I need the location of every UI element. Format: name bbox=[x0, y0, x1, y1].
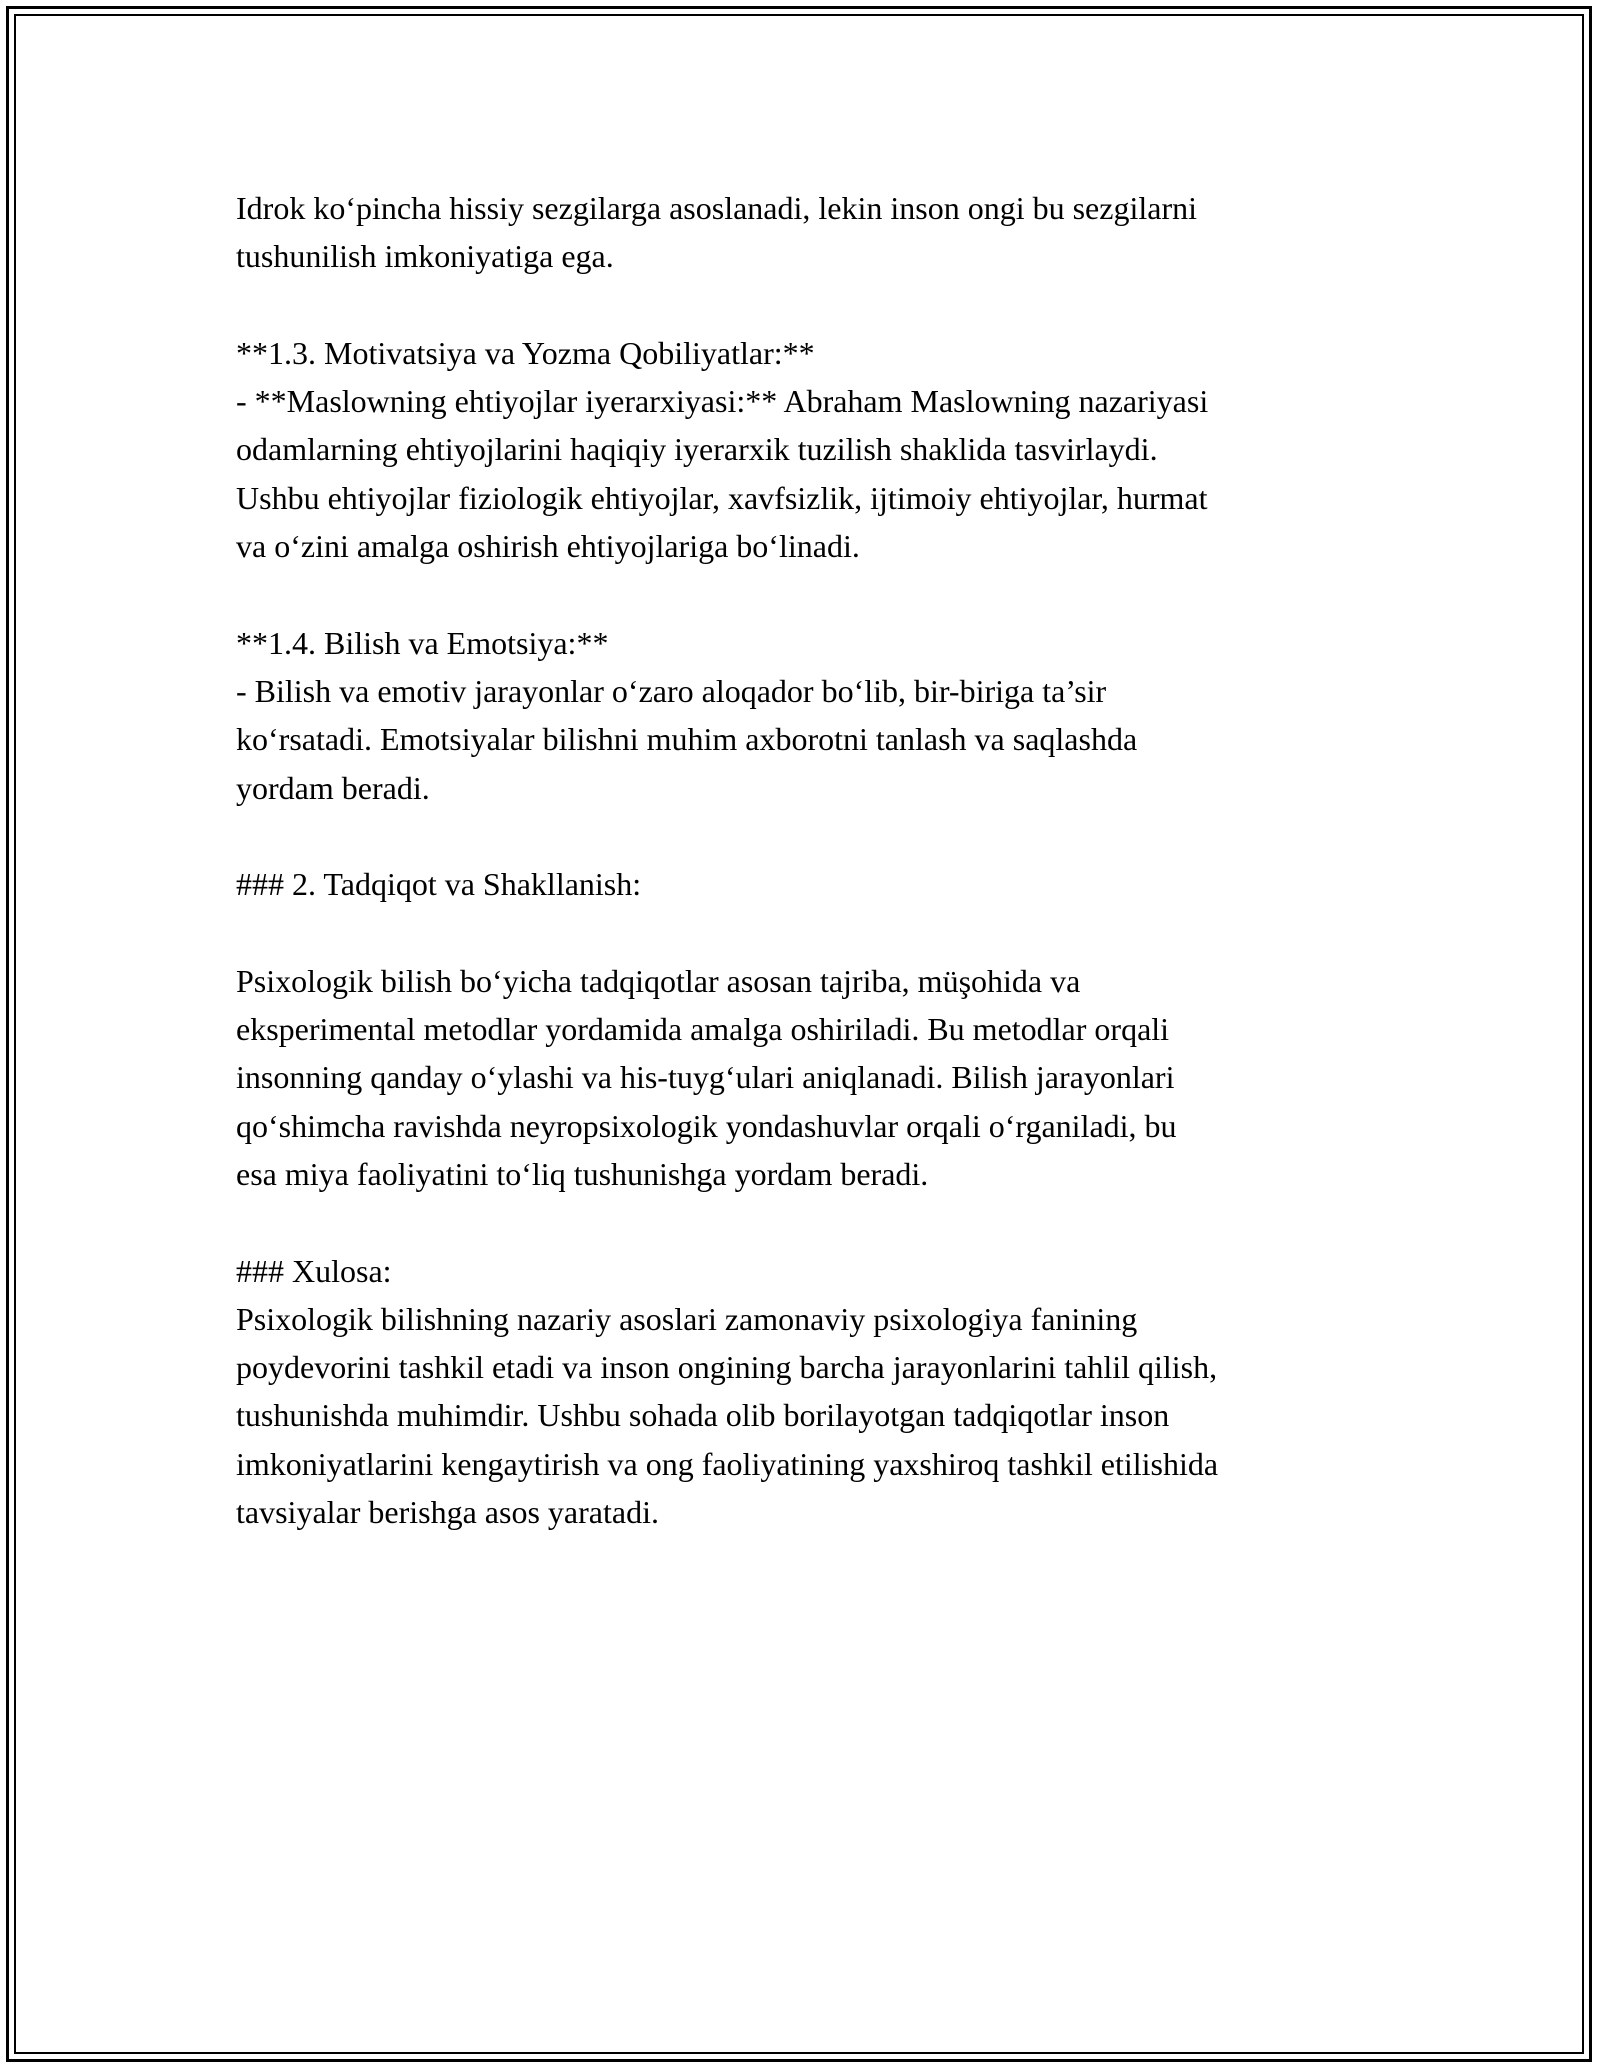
paragraph-spacer bbox=[236, 812, 1386, 860]
paragraph-bilish-emotsiya bbox=[236, 619, 1386, 812]
text-line: qo‘shimcha ravishda neyropsixologik yondashuvlar orqali o‘rganiladi, bu bbox=[236, 1107, 1177, 1144]
section-heading: ### 2. Tadqiqot va Shakllanish: bbox=[236, 866, 642, 903]
paragraph-idrok bbox=[236, 184, 1386, 281]
paragraph-spacer bbox=[236, 1198, 1386, 1246]
paragraph-tadqiqot bbox=[236, 957, 1386, 1198]
section-heading: **1.3. Motivatsiya va Yozma Qobiliyatlar:** bbox=[236, 334, 815, 371]
text-line: esa miya faoliyatini to‘liq tushunishga yordam beradi. bbox=[236, 1155, 929, 1192]
text-line: tushunishda muhimdir. Ushbu sohada olib borilayotgan tadqiqotlar inson bbox=[236, 1397, 1170, 1434]
text-line: odamlarning ehtiyojlarini haqiqiy iyerarxik tuzilish shaklida tasvirlaydi. bbox=[236, 431, 1158, 468]
text-line: imkoniyatlarini kengaytirish va ong faoliyatining yaxshiroq tashkil etilishida bbox=[236, 1445, 1219, 1482]
text-line: Psixologik bilishning nazariy asoslari zamonaviy psixologiya fanining bbox=[236, 1300, 1138, 1337]
paragraph-tadqiqot-heading bbox=[236, 860, 1386, 908]
paragraph-spacer bbox=[236, 908, 1386, 956]
text-line: Idrok ko‘pincha hissiy sezgilarga asoslanadi, lekin inson ongi bu sezgilarni bbox=[236, 190, 1197, 226]
paragraph-xulosa bbox=[236, 1247, 1386, 1537]
paragraph-spacer bbox=[236, 281, 1386, 329]
section-heading: **1.4. Bilish va Emotsiya:** bbox=[236, 624, 609, 661]
text-line: va o‘zini amalga oshirish ehtiyojlariga bo‘linadi. bbox=[236, 528, 860, 565]
text-line: tavsiyalar berishga asos yaratadi. bbox=[236, 1494, 659, 1531]
paragraph-motivatsiya bbox=[236, 329, 1386, 570]
text-line: yordam beradi. bbox=[236, 769, 430, 806]
text-line: poydevorini tashkil etadi va inson ongining barcha jarayonlarini tahlil qilish, bbox=[236, 1349, 1218, 1386]
text-line: tushunilish imkoniyatiga ega. bbox=[236, 238, 614, 275]
text-line: eksperimental metodlar yordamida amalga oshiriladi. Bu metodlar orqali bbox=[236, 1011, 1170, 1048]
text-line: - Bilish va emotiv jarayonlar o‘zaro aloqador bo‘lib, bir-biriga ta’sir bbox=[236, 672, 1107, 709]
paragraph-spacer bbox=[236, 570, 1386, 618]
text-line: - **Maslowning ehtiyojlar iyerarxiyasi:** Abraham Maslowning nazariyasi bbox=[236, 383, 1209, 420]
text-line: ko‘rsatadi. Emotsiyalar bilishni muhim axborotni tanlash va saqlashda bbox=[236, 721, 1138, 758]
section-heading: ### Xulosa: bbox=[236, 1252, 392, 1289]
text-line: insonning qanday o‘ylashi va his-tuyg‘ulari aniqlanadi. Bilish jarayonlari bbox=[236, 1059, 1175, 1096]
text-line: Psixologik bilish bo‘yicha tadqiqotlar asosan tajriba, müşohida va bbox=[236, 962, 1081, 999]
document-body bbox=[236, 184, 1386, 1536]
text-line: Ushbu ehtiyojlar fiziologik ehtiyojlar, xavfsizlik, ijtimoiy ehtiyojlar, hurmat bbox=[236, 479, 1208, 516]
